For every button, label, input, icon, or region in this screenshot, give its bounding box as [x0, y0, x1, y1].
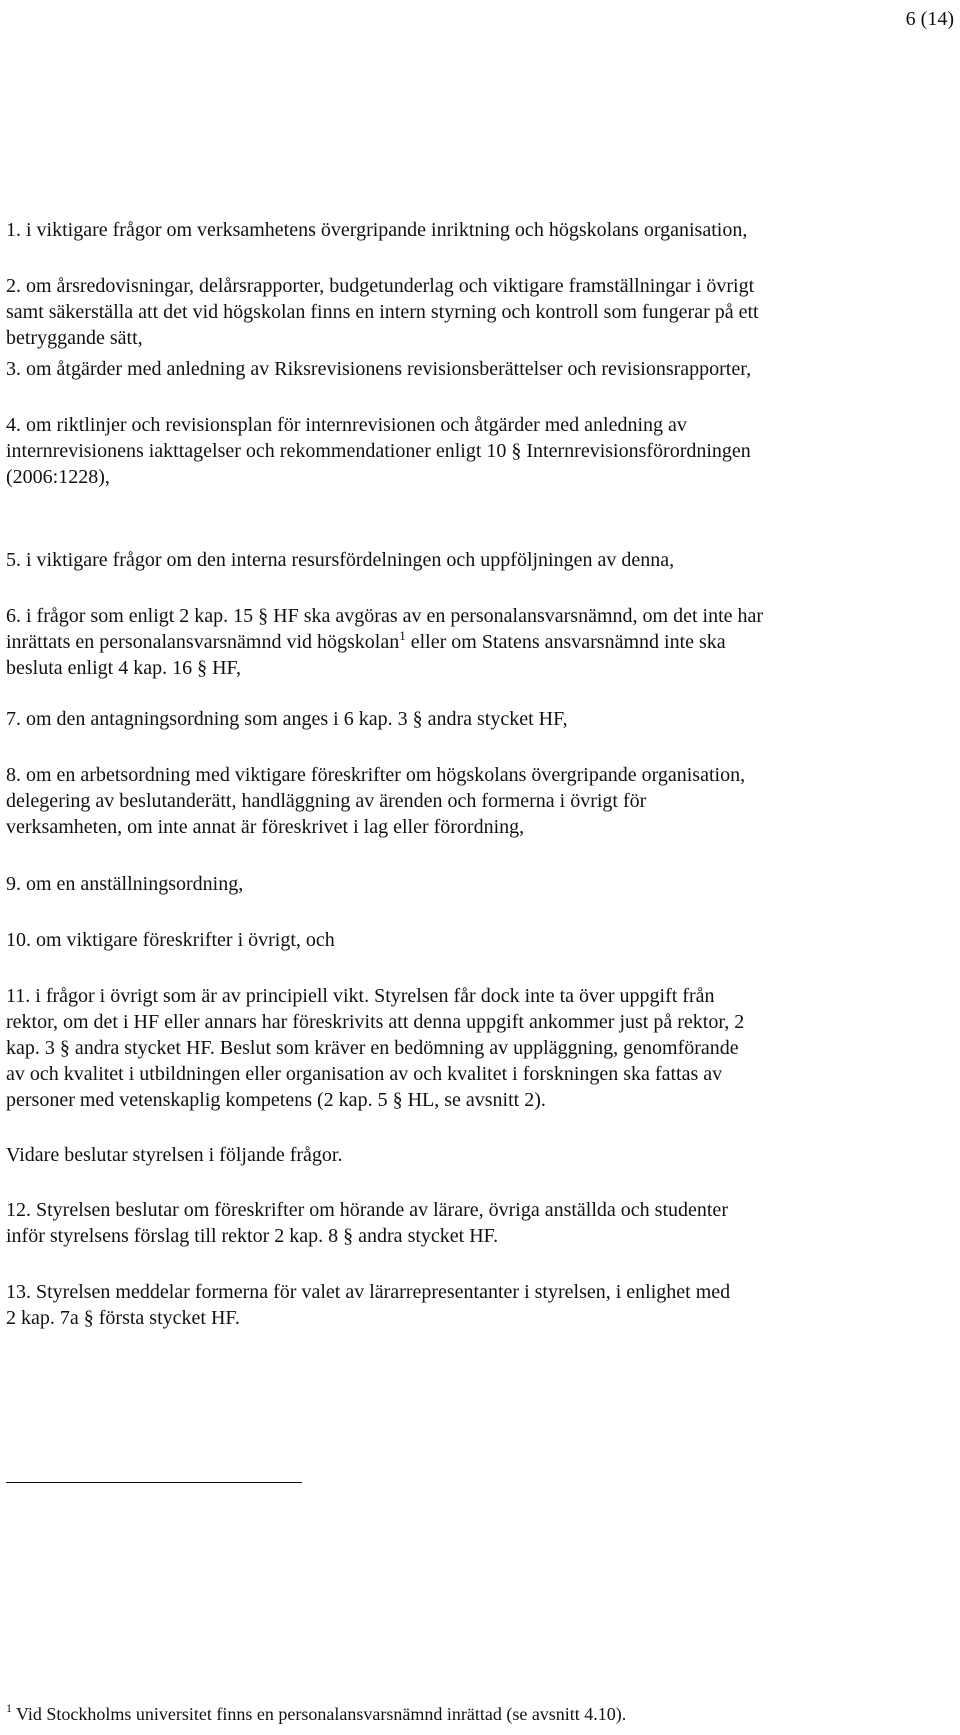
list-item-6-text-before-note: 6. i frågor som enligt 2 kap. 15 § HF ska avgöras av en personalansvarsnämnd, om det inte har inrättats en personalansvarsnämnd vid högskolan	[6, 605, 764, 653]
list-item-9: 9. om en anställningsordning,	[6, 873, 244, 895]
list-item-13: 13. Styrelsen meddelar formerna för valet av lärarrepresentanter i styrelsen, i enlighet med 2 kap. 7a § första stycket HF.	[6, 1281, 731, 1329]
list-item-12: 12. Styrelsen beslutar om föreskrifter om hörande av lärare, övriga anställda och studenter inför styrelsens förslag till rektor 2 kap. 8 § andra stycket HF.	[6, 1199, 728, 1247]
list-item-5: 5. i viktigare frågor om den interna resursfördelningen och uppföljningen av denna,	[6, 549, 675, 571]
list-item-3: 3. om åtgärder med anledning av Riksrevisionens revisionsberättelser och revisionsrapporter,	[6, 358, 752, 380]
footnote-reference: 1	[399, 628, 406, 643]
page-number: 6 (14)	[905, 8, 954, 30]
footnote-divider	[6, 1482, 302, 1483]
footnote-mark: 1	[6, 1701, 12, 1715]
list-item-10: 10. om viktigare föreskrifter i övrigt, och	[6, 929, 335, 951]
footnote-text: Vid Stockholms universitet finns en personalansvarsnämnd inrättad (se avsnitt 4.10).	[16, 1704, 627, 1724]
list-item-7: 7. om den antagningsordning som anges i 6 kap. 3 § andra stycket HF,	[6, 708, 568, 730]
list-item-6-text-after-note: eller om Statens ansvarsnämnd inte ska besluta enligt 4 kap. 16 § HF,	[6, 631, 726, 679]
footnote	[6, 1702, 958, 1726]
list-item-6	[6, 603, 958, 681]
list-item-8: 8. om en arbetsordning med viktigare föreskrifter om högskolans övergripande organisation, delegering av beslutanderätt, handläggning av ärenden och formerna i övrigt för verksamheten, om inte annat är föreskrivet i lag eller förordning,	[6, 764, 746, 838]
intro-paragraph: Vidare beslutar styrelsen i följande frågor.	[6, 1144, 343, 1166]
list-item-2: 2. om årsredovisningar, delårsrapporter, budgetunderlag och viktigare framställningar i övrigt samt säkerställa att det vid högskolan finns en intern styrning och kontroll som fungerar på ett betryggande sätt,	[6, 275, 759, 349]
list-item-4: 4. om riktlinjer och revisionsplan för internrevisionen och åtgärder med anledning av internrevisionens iakttagelser och rekommendationer enligt 10 § Internrevisionsförordningen (2006:1228),	[6, 414, 751, 488]
list-item-1: 1. i viktigare frågor om verksamhetens övergripande inriktning och högskolans organisation,	[6, 219, 748, 241]
list-item-11: 11. i frågor i övrigt som är av principiell vikt. Styrelsen får dock inte ta över uppgift från rektor, om det i HF eller annars har föreskrivits att denna uppgift ankommer just på rektor, 2 kap. 3 § andra stycket HF. Beslut som kräver en bedömning av uppläggning, genomförande av och kvalitet i utbildningen eller organisation av och kvalitet i forskningen ska fattas av personer med vetenskaplig kompetens (2 kap. 5 § HL, se avsnitt 2).	[6, 985, 745, 1111]
